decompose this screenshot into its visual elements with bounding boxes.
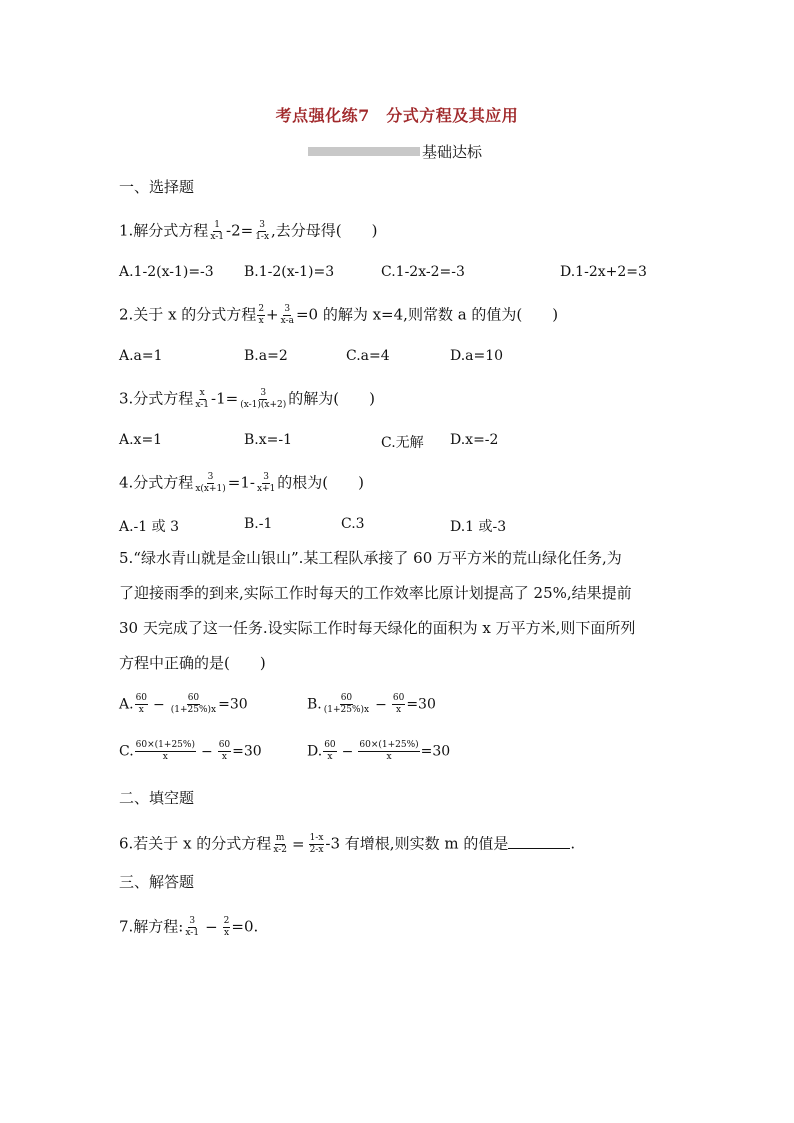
q1-prefix: 1.解分式方程 [119, 221, 209, 240]
question-2 [119, 305, 558, 326]
q6-frac2-num: 1-x [309, 833, 324, 843]
q4-option-d[interactable]: D.1 或-3 [450, 519, 507, 535]
q5d-frac1 [323, 741, 336, 762]
q7-frac1-den: x-1 [185, 928, 200, 938]
subheading-text: 基础达标 [422, 142, 483, 161]
q1-frac1-num: 1 [214, 220, 221, 230]
q1-frac1 [209, 221, 225, 242]
q5-close: ) [259, 654, 266, 672]
q2-frac2-den: x-a [280, 316, 294, 326]
q4-option-b[interactable]: B.-1 [244, 516, 273, 532]
q7-op: − [205, 917, 218, 936]
q4-frac1-den: x(x+1) [195, 484, 226, 494]
q3-suffix: 的解为( [288, 389, 340, 408]
q3-option-a[interactable]: A.x=1 [119, 432, 163, 448]
q1-option-b[interactable]: B.1-2(x-1)=3 [244, 264, 335, 280]
q5b-f2-num: 60 [392, 693, 405, 703]
q6-frac2 [309, 834, 325, 855]
q5a-op: − [153, 696, 165, 713]
q2-frac1-den: x [258, 316, 264, 326]
section-solve: 三、解答题 [119, 873, 195, 891]
q4-option-a[interactable]: A.-1 或 3 [119, 519, 180, 535]
q1-mid: -2= [226, 221, 254, 240]
question-5-line-4 [119, 656, 266, 671]
q2-suffix: =0 的解为 x=4,则常数 a 的值为( [295, 305, 523, 324]
q6-prefix: 6.若关于 x 的分式方程 [119, 834, 272, 853]
q5c-frac1 [135, 741, 196, 762]
q5-l4-text: 方程中正确的是( [119, 654, 230, 672]
q6-answer-blank[interactable] [508, 836, 570, 849]
q5b-f2-den: x [396, 705, 402, 715]
q5b-f1-den: (1+25%)x [323, 705, 370, 715]
q2-option-b[interactable]: B.a=2 [244, 348, 288, 364]
q2-frac1 [257, 305, 265, 326]
q5a-frac1 [135, 694, 148, 715]
q1-frac2-den: 1-x [255, 232, 270, 242]
q5d-f1-den: x [327, 752, 333, 762]
question-5-line-3: 30 天完成了这一任务.设实际工作时每天绿化的面积为 x 万平方米,则下面所列 [119, 619, 636, 637]
q5d-op: − [341, 743, 354, 760]
q2-frac2-num: 3 [284, 304, 291, 314]
q2-plus: + [266, 305, 279, 324]
q7-suffix: =0. [231, 917, 259, 936]
q5b-f1-num: 60 [340, 693, 353, 703]
q5d-f2-num: 60×(1+25%) [359, 740, 419, 750]
q4-frac2-num: 3 [263, 472, 269, 482]
q3-frac2-den: (x-1)(x+2) [240, 400, 287, 410]
q4-frac2-den: x+1 [256, 484, 276, 494]
q5c-frac2 [218, 741, 231, 762]
q5a-f1-den: x [138, 705, 144, 715]
question-5-line-1: 5.“绿水青山就是金山银山”.某工程队承接了 60 万平方米的荒山绿化任务,为 [119, 549, 622, 567]
q3-prefix: 3.分式方程 [119, 389, 194, 408]
q5d-f2-den: x [386, 752, 392, 762]
q5-option-a[interactable] [119, 694, 248, 715]
q7-frac2-den: x [223, 928, 230, 938]
q5a-eq: =30 [218, 696, 248, 713]
q3-frac1 [194, 389, 210, 410]
q5c-f2-num: 60 [218, 740, 231, 750]
subheading-bar [308, 147, 420, 156]
q4-mid: =1- [227, 473, 255, 492]
q5c-eq: =30 [232, 743, 262, 760]
q4-option-c[interactable]: C.3 [341, 516, 365, 532]
question-5-line-2: 了迎接雨季的到来,实际工作时每天的工作效率比原计划提高了 25%,结果提前 [119, 584, 632, 602]
q5c-op: − [200, 743, 213, 760]
q6-frac1 [272, 834, 288, 855]
q5a-f2-den: (1+25%)x [170, 705, 217, 715]
q4-frac2 [256, 473, 276, 494]
q5c-f1-den: x [162, 752, 168, 762]
q5b-label: B. [307, 696, 322, 713]
page-title: 考点强化练7 分式方程及其应用 [275, 106, 519, 125]
section-fill-blank: 二、填空题 [119, 789, 195, 807]
section-subheading [308, 141, 482, 161]
q2-option-c[interactable]: C.a=4 [346, 348, 390, 364]
q5-option-c[interactable] [119, 741, 262, 762]
q5a-frac2 [170, 694, 217, 715]
q3-close: ) [369, 389, 375, 408]
q5b-eq: =30 [406, 696, 436, 713]
q3-option-d[interactable]: D.x=-2 [450, 432, 499, 448]
q5c-f2-den: x [221, 752, 227, 762]
q6-end: . [570, 834, 576, 853]
q2-frac2 [280, 305, 295, 326]
q2-close: ) [552, 305, 559, 324]
q5b-op: − [375, 696, 387, 713]
q6-frac1-den: x-2 [273, 845, 287, 855]
q5d-label: D. [307, 743, 323, 760]
q6-frac2-den: 2-x [309, 845, 324, 855]
q5c-label: C. [119, 743, 134, 760]
q1-close: ) [371, 221, 378, 240]
q4-frac1-num: 3 [207, 472, 214, 482]
q5a-f2-num: 60 [187, 693, 200, 703]
q1-option-d[interactable]: D.1-2x+2=3 [560, 264, 647, 280]
q1-option-a[interactable]: A.1-2(x-1)=-3 [119, 264, 214, 280]
q5-option-b[interactable] [307, 694, 436, 715]
question-3 [119, 389, 375, 410]
q6-eq: = [292, 834, 305, 853]
question-1 [119, 221, 378, 242]
q2-option-d[interactable]: D.a=10 [450, 348, 504, 364]
q3-frac1-num: x [199, 388, 205, 398]
q2-frac1-num: 2 [258, 304, 265, 314]
q5b-frac1 [323, 694, 370, 715]
section-choice: 一、选择题 [119, 178, 195, 196]
q4-frac1 [194, 473, 226, 494]
q5a-label: A. [119, 696, 134, 713]
q4-close: ) [358, 473, 365, 492]
q6-frac1-num: m [275, 833, 285, 843]
q7-frac2-num: 2 [223, 916, 230, 926]
q1-option-c[interactable]: C.1-2x-2=-3 [381, 264, 465, 280]
q3-frac2-num: 3 [260, 388, 267, 398]
q1-suffix: ,去分母得( [271, 221, 342, 240]
q2-prefix: 2.关于 x 的分式方程 [119, 305, 257, 324]
q7-frac1 [184, 917, 200, 938]
q4-suffix: 的根为( [277, 473, 329, 492]
q3-frac2 [239, 389, 287, 410]
q7-frac1-num: 3 [189, 916, 196, 926]
q5d-eq: =30 [420, 743, 451, 760]
question-7 [119, 917, 258, 938]
q1-frac2-num: 3 [259, 220, 265, 230]
q5d-f1-num: 60 [324, 740, 336, 750]
q1-frac1-den: x-1 [210, 232, 224, 242]
q3-option-b[interactable]: B.x=-1 [244, 432, 293, 448]
q1-frac2 [254, 221, 270, 242]
q6-suffix: -3 有增根,则实数 m 的值是 [325, 834, 509, 853]
q2-option-a[interactable]: A.a=1 [119, 348, 163, 364]
q5a-f1-num: 60 [135, 693, 148, 703]
q5b-frac2 [392, 694, 405, 715]
q4-prefix: 4.分式方程 [119, 473, 194, 492]
q5-option-d[interactable] [307, 741, 450, 762]
q3-option-c[interactable]: C.无解 [381, 435, 424, 451]
q5c-f1-num: 60×(1+25%) [135, 740, 195, 750]
q7-frac2 [223, 917, 231, 938]
q3-mid: -1= [211, 389, 239, 408]
q7-prefix: 7.解方程: [119, 917, 184, 936]
question-4 [119, 473, 364, 494]
q3-frac1-den: x-1 [195, 400, 209, 410]
q5d-frac2 [358, 741, 419, 762]
question-6 [119, 834, 575, 855]
